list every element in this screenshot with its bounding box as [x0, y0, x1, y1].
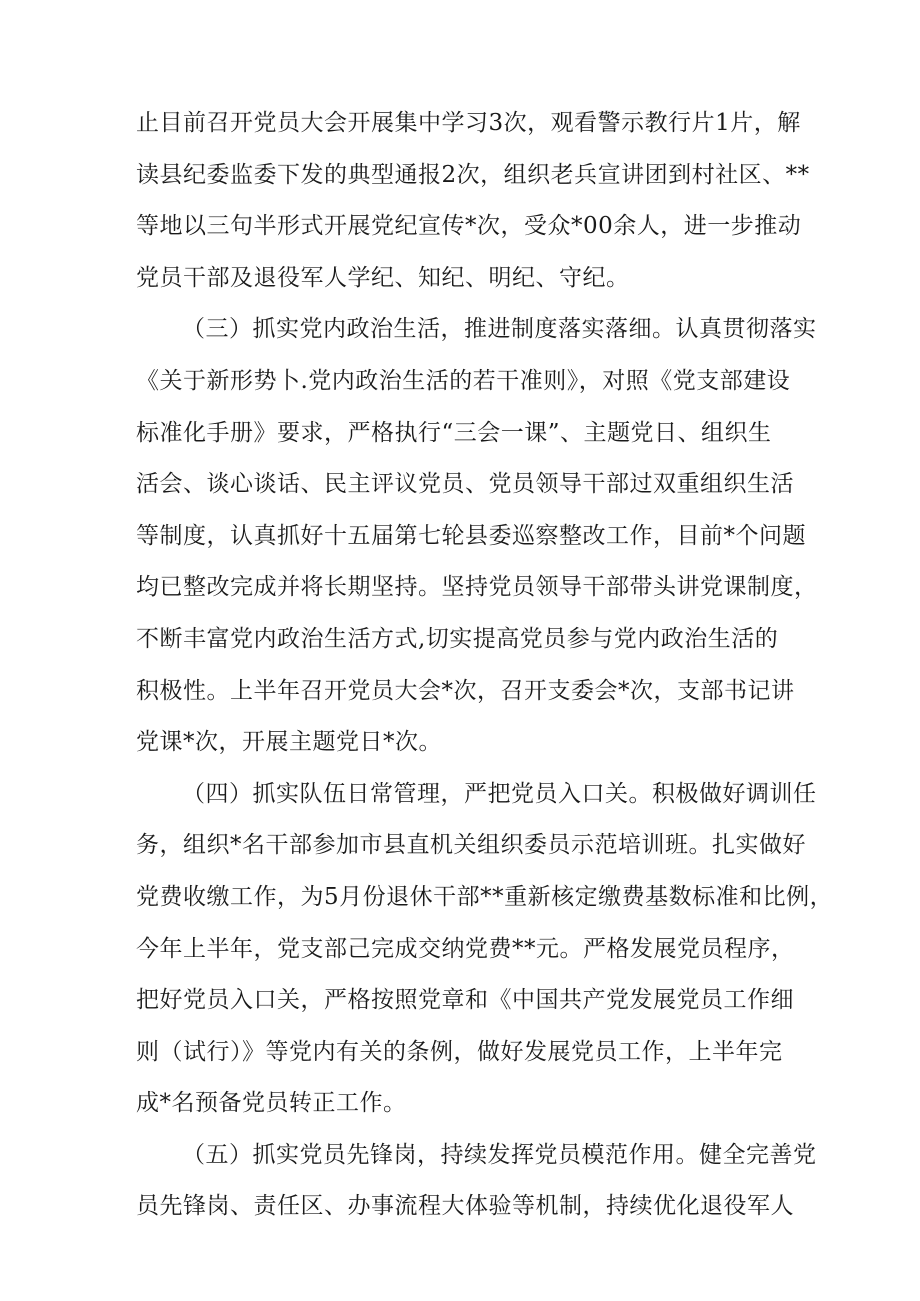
text-line: 成*名预备党员转正工作。 [136, 1090, 407, 1117]
text-line: 员先锋岗、责任区、办事流程大体验等机制，持续优化退役军人 [136, 1193, 794, 1220]
text-line: 《关于新形势卜.党内政治生活的若干准则》，对照《党支部建设 [136, 367, 791, 394]
document-body [136, 98, 834, 1233]
text-line: 活会、谈心谈话、民主评议党员、党员领导干部过双重组织生活 [136, 471, 794, 498]
text-line: 务，组织*名干部参加市县直机关组织委员示范培训班。扎实做好 [136, 832, 806, 859]
text-line: 积极性。上半年召开党员大会*次，召开支委会*次，支部书记讲 [136, 677, 795, 704]
text-line: 不断丰富党内政治生活方式,切实提高党员参与党内政治生活的 [136, 625, 779, 652]
text-line: 党费收缴工作，为5月份退休干部**重新核定缴费基数标准和比例， [136, 883, 834, 910]
text-line: 党课*次，开展主题党日*次。 [136, 729, 442, 756]
text-line: 今年上半年，党支部己完成交纳党费**元。严格发展党员程序， [136, 935, 795, 962]
text-line: 等制度，认真抓好十五届第七轮县委巡察整改工作，目前*个问题 [136, 522, 806, 549]
paragraph-first-line: （三）抓实党内政治生活，推进制度落实落细。认真贯彻落实 [182, 316, 817, 343]
text-line: 止目前召开党员大会开展集中学习3次，观看警示教行片1片，解 [136, 110, 801, 136]
text-line: 党员干部及退役军人学纪、知纪、明纪、守纪。 [136, 264, 630, 291]
text-line: 均已整改完成并将长期坚持。坚持党员领导干部带头讲党课制度， [136, 574, 818, 601]
text-line: 标准化手册》要求，严格执行“三会一课”、主题党日、组织生 [136, 419, 772, 446]
text-line: 则（试行）》等党内有关的条例，做好发展党员工作，上半年完 [136, 1038, 783, 1065]
text-line: 把好党员入口关，严格按照党章和《中国共产党发展党员工作细 [136, 987, 794, 1014]
paragraph-first-line: （五）抓实党员先锋岗，持续发挥党员模范作用。健全完善党 [182, 1141, 817, 1168]
text-line: 读县纪委监委下发的典型通报2次，组织老兵宣讲团到村社区、** [136, 161, 810, 188]
paragraph-first-line: （四）抓实队伍日常管理，严把党员入口关。积极做好调训任 [182, 780, 817, 807]
text-line: 等地以三句半形式开展党纪宣传*次，受众*00余人，进一步推动 [136, 213, 802, 240]
